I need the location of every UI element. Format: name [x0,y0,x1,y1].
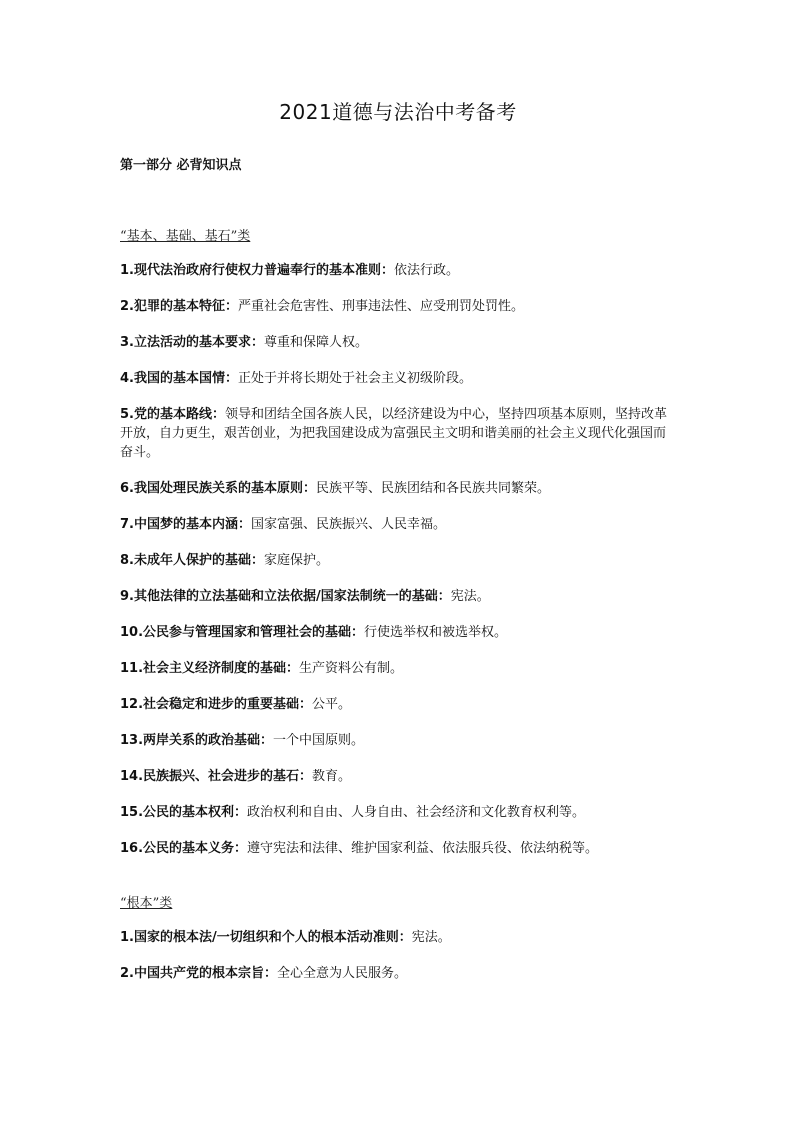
list-item [120,839,676,858]
list-item [120,405,676,462]
item-key: 7.中国梦的基本内涵： [120,517,251,532]
list-item [120,731,676,750]
list-item [120,623,676,642]
list-item [120,659,676,678]
list-item [120,964,676,983]
item-key: 5.党的基本路线： [120,407,225,422]
item-key: 14.民族振兴、社会进步的基石： [120,769,313,784]
item-value: 公平。 [312,697,352,712]
item-value: 教育。 [312,769,352,784]
item-key: 3.立法活动的基本要求： [120,335,264,350]
list-item [120,695,676,714]
item-key: 11.社会主义经济制度的基础： [120,661,300,676]
part-title: 第一部分 必背知识点 [120,158,242,173]
section-heading-fundamental: “根本”类 [120,896,173,911]
item-value: 民族平等、民族团结和各民族共同繁荣。 [315,481,550,496]
item-value: 国家富强、民族振兴、人民幸福。 [250,517,446,532]
item-value: 宪法。 [450,589,490,604]
section-heading-basic: “基本、基础、基石”类 [120,229,251,244]
item-key: 13.两岸关系的政治基础： [120,733,274,748]
list-item [120,333,676,352]
item-value: 尊重和保障人权。 [263,335,368,350]
item-key: 15.公民的基本权利： [120,805,248,820]
item-value: 政治权利和自由、人身自由、社会经济和文化教育权利等。 [247,805,586,820]
item-value: 生产资料公有制。 [299,661,404,676]
list-item [120,928,676,947]
item-value: 一个中国原则。 [273,733,365,748]
item-key: 16.公民的基本义务： [120,841,248,856]
item-value: 正处于并将长期处于社会主义初级阶段。 [237,371,472,386]
item-value: 家庭保护。 [263,553,329,568]
item-key: 6.我国处理民族关系的基本原则： [120,481,316,496]
list-item [120,369,676,388]
item-key: 4.我国的基本国情： [120,371,238,386]
item-value: 宪法。 [411,930,451,945]
item-key: 1.国家的根本法/一切组织和个人的根本活动准则： [120,930,412,945]
list-item [120,261,676,280]
list-item [120,587,676,606]
item-key: 12.社会稳定和进步的重要基础： [120,697,313,712]
item-value: 严重社会危害性、刑事违法性、应受刑罚处罚性。 [237,299,524,314]
list-item [120,803,676,822]
list-item [120,515,676,534]
item-value: 遵守宪法和法律、维护国家利益、依法服兵役、依法纳税等。 [247,841,599,856]
item-value: 依法行政。 [393,263,459,278]
item-key: 10.公民参与管理国家和管理社会的基础： [120,625,365,640]
item-value: 全心全意为人民服务。 [276,966,407,981]
list-item [120,479,676,498]
item-key: 2.中国共产党的根本宗旨： [120,966,277,981]
item-key: 1.现代法治政府行使权力普遍奉行的基本准则： [120,263,394,278]
list-item [120,297,676,316]
item-key: 2.犯罪的基本特征： [120,299,238,314]
document-title: 2021道德与法治中考备考 [279,100,517,124]
item-value: 行使选举权和被选举权。 [364,625,508,640]
item-key: 8.未成年人保护的基础： [120,553,264,568]
list-item [120,767,676,786]
list-item [120,551,676,570]
item-value: 领导和团结全国各族人民，以经济建设为中心，坚持四项基本原则，坚持改革开放，自力更生，艰苦创业，为把我国建设成为富强民主文明和谐美丽的社会主义现代化强国而奋斗。 [120,407,667,460]
item-key: 9.其他法律的立法基础和立法依据/国家法制统一的基础： [120,589,451,604]
